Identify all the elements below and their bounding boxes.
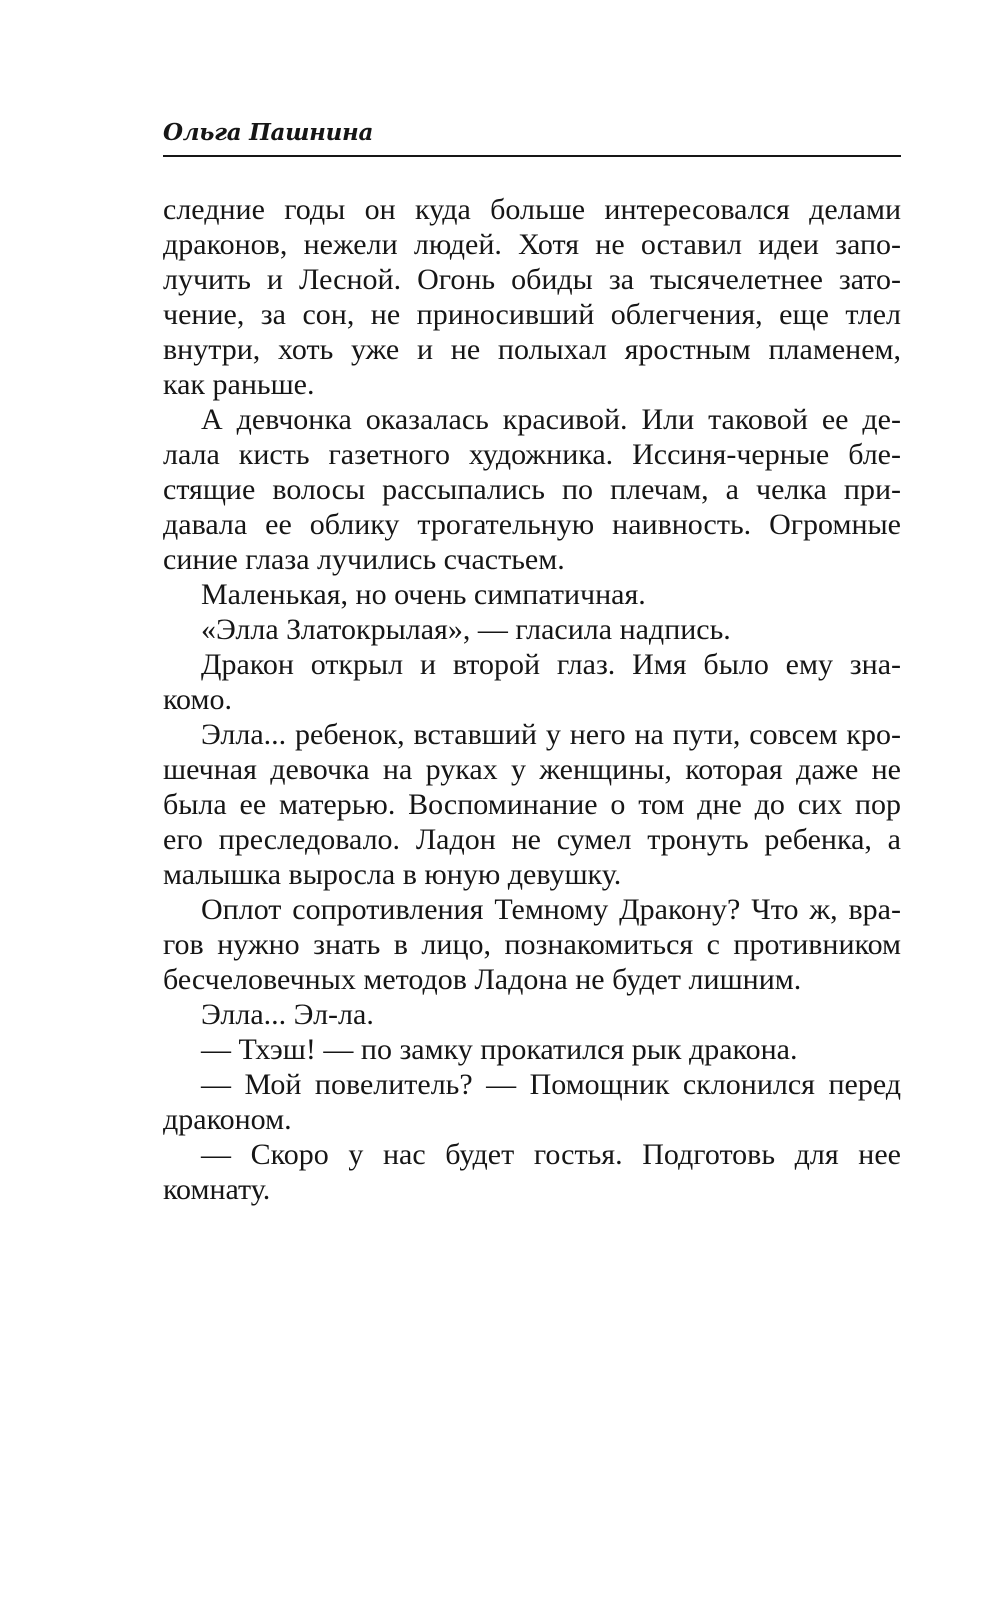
text-line: была ее матерью. Воспоминание о том дне до сих пор bbox=[163, 788, 901, 821]
text-line: А девчонка оказалась красивой. Или таковой ее де- bbox=[201, 403, 901, 436]
text-line: давала ее облику трогательную наивность. Огромные bbox=[163, 508, 901, 541]
text-line: следние годы он куда больше интересовался делами bbox=[163, 193, 901, 226]
text-line: комнату. bbox=[163, 1173, 271, 1206]
text-line: — Тхэш! — по замку прокатился рык дракона. bbox=[201, 1033, 798, 1066]
text-line: Дракон открыл и второй глаз. Имя было ему зна- bbox=[201, 648, 901, 681]
text-line: его преследовало. Ладон не сумел тронуть ребенка, а bbox=[163, 823, 901, 856]
text-line: комо. bbox=[163, 683, 232, 716]
text-line: синие глаза лучились счастьем. bbox=[163, 543, 565, 576]
header-rule bbox=[163, 155, 901, 157]
text-line: Маленькая, но очень симпатичная. bbox=[201, 578, 646, 611]
text-line: драконов, нежели людей. Хотя не оставил идеи запо- bbox=[163, 228, 901, 261]
text-line: бесчеловечных методов Ладона не будет лишним. bbox=[163, 963, 802, 996]
text-line: — Мой повелитель? — Помощник склонился перед bbox=[201, 1068, 901, 1101]
text-line: лала кисть газетного художника. Иссиня-черные бле- bbox=[163, 438, 901, 471]
text-line: внутри, хоть уже и не полыхал яростным пламенем, bbox=[163, 333, 901, 366]
text-line: лучить и Лесной. Огонь обиды за тысячелетнее зато- bbox=[163, 263, 901, 296]
text-line: шечная девочка на руках у женщины, которая даже не bbox=[163, 753, 901, 786]
text-line: Элла... Эл-ла. bbox=[201, 998, 374, 1031]
text-line: «Элла Златокрылая», — гласила надпись. bbox=[201, 613, 731, 646]
text-line: как раньше. bbox=[163, 368, 315, 401]
text-line: стящие волосы рассыпались по плечам, а челка при- bbox=[163, 473, 901, 506]
text-line: чение, за сон, не приносивший облегчения, еще тлел bbox=[163, 298, 901, 331]
text-line: Элла... ребенок, вставший у него на пути, совсем кро- bbox=[201, 718, 901, 751]
text-line: Оплот сопротивления Темному Дракону? Что ж, вра- bbox=[201, 893, 901, 926]
body-text bbox=[163, 192, 901, 1207]
text-line: драконом. bbox=[163, 1103, 292, 1136]
text-line: малышка выросла в юную девушку. bbox=[163, 858, 622, 891]
text-line: гов нужно знать в лицо, познакомиться с противником bbox=[163, 928, 901, 961]
running-head-author: Ольга Пашнина bbox=[163, 119, 374, 146]
text-line: — Скоро у нас будет гостья. Подготовь для нее bbox=[201, 1138, 901, 1171]
